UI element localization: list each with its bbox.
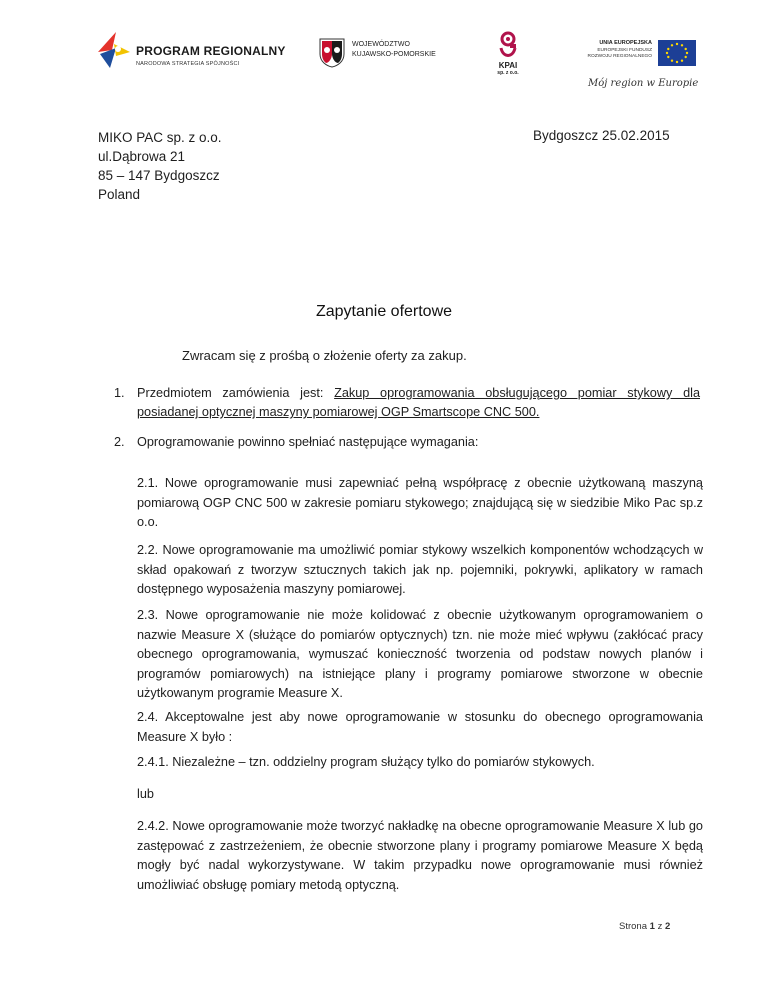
kpai-logo: [490, 30, 526, 86]
recipient-line-2: ul.Dąbrowa 21: [98, 149, 186, 164]
requirement-2-4-2: 2.4.2. Nowe oprogramowanie może tworzyć nakładkę na obecne oprogramowanie Measure X lub go zastępować z zastrzeżeniem, że obecnie stworzone plany i programy pomiarowe Measure X będą mogły być nadal wykorzystywane. W takim przypadku nowe oprogramowanie musi również umożliwiać obsługę pomiary metodą optyczną.: [137, 819, 703, 892]
list-item-text: [137, 384, 700, 422]
requirement-2-4-1: 2.4.1. Niezależne – tzn. oddzielny program służący tylko do pomiarów stykowych.: [137, 755, 595, 769]
recipient-address: [98, 128, 222, 204]
intro-sentence: Zwracam się z prośbą o złożenie oferty za zakup.: [182, 348, 467, 363]
eu-title: UNIA EUROPEJSKA: [599, 40, 652, 46]
recipient-line-1: MIKO PAC sp. z o.o.: [98, 130, 222, 145]
header-logos: [96, 24, 700, 94]
wojewodztwo-line2: KUJAWSKO-POMORSKIE: [352, 51, 436, 58]
eu-logo: [586, 38, 700, 100]
order-subject-prefix: Przedmiotem zamówienia jest:: [137, 386, 335, 400]
coat-of-arms-icon: [319, 38, 345, 68]
eu-slogan: Mój region w Europie: [588, 78, 699, 89]
list-item-number: 2.: [114, 435, 125, 449]
recipient-line-3: 85 – 147 Bydgoszcz: [98, 168, 220, 183]
recipient-line-4: Poland: [98, 187, 141, 202]
kpai-name: KPAI: [498, 61, 518, 70]
requirement-2-4: 2.4. Akceptowalne jest aby nowe oprogramowanie w stosunku do obecnego oprogramowania Measure X było :: [137, 710, 703, 744]
list-item-text: Oprogramowanie powinno spełniać następujące wymagania:: [137, 435, 479, 449]
order-subject: Zakup oprogramowania obsługującego pomiar stykowy dla posiadanej optycznej maszyny pomiarowej OGP Smartscope CNC 500.: [137, 386, 700, 419]
kpai-emblem-icon: [497, 30, 519, 60]
letter-date: Bydgoszcz 25.02.2015: [533, 128, 670, 143]
wojewodztwo-logo: [319, 38, 459, 68]
page-label: Strona: [619, 921, 647, 932]
program-regionalny-emblem-icon: [96, 30, 132, 70]
requirement-or: lub: [137, 787, 154, 801]
program-regionalny-subtitle: NARODOWA STRATEGIA SPÓJNOŚCI: [136, 61, 240, 67]
requirement-2-1: 2.1. Nowe oprogramowanie musi zapewniać pełną współpracę z obecnie użytkowaną maszyną pomiarową OGP CNC 500 w zakresie pomiaru stykowego; znajdującą się w siedzibie Miko Pac sp.z o.o.: [137, 476, 703, 529]
program-regionalny-logo: [96, 30, 286, 70]
program-regionalny-title: PROGRAM REGIONALNY: [136, 44, 286, 58]
requirement-2-3: 2.3. Nowe oprogramowanie nie może kolidować z obecnie użytkowanym oprogramowaniem o nazwie Measure X (służące do pomiarów optycznych) tzn. nie może mieć wpływu (zakłócać pracy obecnego oprogramowania, wymuszać konieczność tworzenia od podstaw nowych planów i programów pomiarowych) na istniejące plany i programy pomiarowe stworzone w obecnie użytkowanym programie Measure X.: [137, 608, 703, 700]
document-title: Zapytanie ofertowe: [315, 303, 453, 320]
eu-flag-icon: [658, 40, 696, 66]
list-item-number: 1.: [114, 386, 125, 400]
kpai-suffix: sp. z o.o.: [497, 70, 519, 76]
page-footer: [619, 921, 670, 932]
page-total: 2: [664, 921, 671, 932]
wojewodztwo-line1: WOJEWÓDZTWO: [352, 41, 410, 48]
requirement-2-2: 2.2. Nowe oprogramowanie ma umożliwić pomiar stykowy wszelkich komponentów wchodzących w skład opakowań z tworzyw sztucznych takich jak np. pojemniki, pokrywki, aplikatory w ramach dostępnego wyposażenia maszyny pomiarowej.: [137, 543, 703, 596]
page-separator: z: [657, 921, 663, 932]
eu-fund: EUROPEJSKI FUNDUSZ ROZWOJU REGIONALNEGO: [587, 48, 652, 59]
page-current: 1: [649, 921, 655, 932]
